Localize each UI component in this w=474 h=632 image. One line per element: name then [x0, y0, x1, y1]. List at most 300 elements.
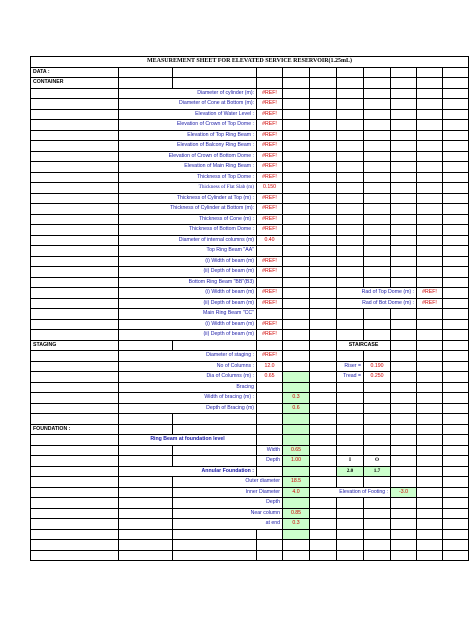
empty-cell[interactable] — [443, 109, 469, 120]
empty-cell[interactable] — [443, 99, 469, 110]
empty-cell[interactable] — [443, 193, 469, 204]
empty-cell[interactable] — [283, 309, 310, 320]
empty-cell[interactable] — [31, 214, 119, 225]
outer-diameter-value[interactable]: 18.5 — [283, 477, 310, 488]
empty-cell[interactable] — [173, 340, 257, 351]
empty-cell[interactable] — [443, 288, 469, 299]
riser-value[interactable]: 0.190 — [364, 361, 391, 372]
empty-cell[interactable] — [337, 319, 364, 330]
empty-cell[interactable] — [283, 130, 310, 141]
empty-cell[interactable] — [257, 393, 283, 404]
empty-cell[interactable] — [31, 172, 119, 183]
empty-cell[interactable] — [337, 246, 364, 257]
empty-cell[interactable] — [283, 67, 310, 78]
empty-cell[interactable] — [417, 141, 443, 152]
empty-cell[interactable] — [391, 151, 417, 162]
empty-cell[interactable] — [31, 235, 119, 246]
empty-cell[interactable] — [443, 382, 469, 393]
empty-cell[interactable] — [31, 298, 119, 309]
empty-cell[interactable] — [337, 435, 364, 446]
empty-cell[interactable] — [310, 382, 337, 393]
empty-cell[interactable] — [283, 88, 310, 99]
param-value[interactable]: #REF! — [257, 225, 283, 236]
empty-cell[interactable] — [310, 309, 337, 320]
empty-cell[interactable] — [443, 172, 469, 183]
empty-cell[interactable] — [391, 235, 417, 246]
empty-cell[interactable] — [443, 246, 469, 257]
empty-cell[interactable] — [417, 435, 443, 446]
empty-cell[interactable] — [310, 109, 337, 120]
empty-cell[interactable] — [417, 214, 443, 225]
empty-cell[interactable] — [310, 466, 337, 477]
empty-cell[interactable] — [31, 288, 119, 299]
empty-cell[interactable] — [31, 277, 119, 288]
empty-cell[interactable] — [337, 529, 364, 540]
param-value[interactable]: 0.6 — [283, 403, 310, 414]
empty-cell[interactable] — [391, 214, 417, 225]
empty-cell[interactable] — [364, 141, 391, 152]
empty-cell[interactable] — [257, 435, 283, 446]
empty-cell[interactable] — [310, 330, 337, 341]
empty-cell[interactable] — [417, 351, 443, 362]
empty-cell[interactable] — [310, 319, 337, 330]
empty-cell[interactable] — [417, 382, 443, 393]
empty-cell[interactable] — [31, 109, 119, 120]
empty-cell[interactable] — [283, 214, 310, 225]
empty-cell[interactable] — [364, 540, 391, 551]
empty-cell[interactable] — [31, 88, 119, 99]
empty-cell[interactable] — [310, 298, 337, 309]
empty-cell[interactable] — [391, 277, 417, 288]
empty-cell[interactable] — [391, 267, 417, 278]
empty-cell[interactable] — [337, 120, 364, 131]
empty-cell[interactable] — [364, 403, 391, 414]
param-value[interactable]: 0.3 — [283, 393, 310, 404]
empty-cell[interactable] — [310, 246, 337, 257]
empty-cell[interactable] — [310, 445, 337, 456]
empty-cell[interactable] — [364, 351, 391, 362]
empty-cell[interactable] — [443, 204, 469, 215]
empty-cell[interactable] — [417, 88, 443, 99]
param-value[interactable]: #REF! — [257, 99, 283, 110]
empty-cell[interactable] — [337, 424, 364, 435]
empty-cell[interactable] — [443, 267, 469, 278]
empty-cell[interactable] — [310, 550, 337, 561]
empty-cell[interactable] — [337, 277, 364, 288]
empty-cell[interactable] — [310, 351, 337, 362]
empty-cell[interactable] — [310, 141, 337, 152]
empty-cell[interactable] — [337, 141, 364, 152]
empty-cell[interactable] — [283, 162, 310, 173]
empty-cell[interactable] — [173, 414, 257, 425]
empty-cell[interactable] — [417, 319, 443, 330]
empty-cell[interactable] — [443, 162, 469, 173]
empty-cell[interactable] — [283, 246, 310, 257]
empty-cell[interactable] — [31, 540, 119, 551]
param-value[interactable]: #REF! — [257, 120, 283, 131]
empty-cell[interactable] — [443, 151, 469, 162]
empty-cell[interactable] — [443, 120, 469, 131]
empty-cell[interactable] — [364, 519, 391, 530]
empty-cell[interactable] — [364, 204, 391, 215]
empty-cell[interactable] — [417, 309, 443, 320]
empty-cell[interactable] — [337, 498, 364, 509]
empty-cell[interactable] — [337, 550, 364, 561]
param-value[interactable]: #REF! — [257, 109, 283, 120]
empty-cell[interactable] — [119, 529, 173, 540]
empty-cell[interactable] — [364, 498, 391, 509]
empty-cell[interactable] — [417, 540, 443, 551]
param-value[interactable]: #REF! — [257, 214, 283, 225]
empty-cell[interactable] — [31, 361, 119, 372]
footing-value[interactable]: -3.0 — [391, 487, 417, 498]
empty-cell[interactable] — [337, 99, 364, 110]
empty-cell[interactable] — [283, 414, 310, 425]
empty-cell[interactable] — [337, 414, 364, 425]
empty-cell[interactable] — [443, 435, 469, 446]
empty-cell[interactable] — [31, 393, 119, 404]
empty-cell[interactable] — [364, 319, 391, 330]
empty-cell[interactable] — [310, 403, 337, 414]
empty-cell[interactable] — [31, 477, 119, 488]
empty-cell[interactable] — [443, 330, 469, 341]
empty-cell[interactable] — [417, 130, 443, 141]
empty-cell[interactable] — [119, 340, 173, 351]
empty-cell[interactable] — [391, 256, 417, 267]
empty-cell[interactable] — [31, 351, 119, 362]
empty-cell[interactable] — [337, 183, 364, 194]
empty-cell[interactable] — [119, 508, 173, 519]
empty-cell[interactable] — [391, 361, 417, 372]
param-value[interactable]: #REF! — [257, 162, 283, 173]
empty-cell[interactable] — [417, 109, 443, 120]
empty-cell[interactable] — [391, 445, 417, 456]
empty-cell[interactable] — [31, 372, 119, 383]
empty-cell[interactable] — [310, 529, 337, 540]
empty-cell[interactable] — [391, 519, 417, 530]
empty-cell[interactable] — [173, 529, 257, 540]
empty-cell[interactable] — [443, 235, 469, 246]
empty-cell[interactable] — [119, 477, 173, 488]
empty-cell[interactable] — [31, 550, 119, 561]
empty-cell[interactable] — [119, 498, 173, 509]
empty-cell[interactable] — [31, 382, 119, 393]
empty-cell[interactable] — [391, 477, 417, 488]
empty-cell[interactable] — [417, 193, 443, 204]
empty-cell[interactable] — [391, 403, 417, 414]
empty-cell[interactable] — [283, 172, 310, 183]
empty-cell[interactable] — [31, 456, 119, 467]
empty-cell[interactable] — [417, 403, 443, 414]
empty-cell[interactable] — [119, 540, 173, 551]
empty-cell[interactable] — [257, 246, 283, 257]
empty-cell[interactable] — [417, 225, 443, 236]
empty-cell[interactable] — [310, 78, 337, 89]
empty-cell[interactable] — [364, 172, 391, 183]
empty-cell[interactable] — [337, 204, 364, 215]
empty-cell[interactable] — [391, 529, 417, 540]
empty-cell[interactable] — [283, 351, 310, 362]
empty-cell[interactable] — [417, 529, 443, 540]
empty-cell[interactable] — [119, 487, 173, 498]
empty-cell[interactable] — [310, 288, 337, 299]
empty-cell[interactable] — [119, 67, 173, 78]
empty-cell[interactable] — [337, 193, 364, 204]
empty-cell[interactable] — [337, 88, 364, 99]
empty-cell[interactable] — [391, 193, 417, 204]
empty-cell[interactable] — [31, 130, 119, 141]
empty-cell[interactable] — [337, 78, 364, 89]
empty-cell[interactable] — [391, 67, 417, 78]
empty-cell[interactable] — [337, 109, 364, 120]
empty-cell[interactable] — [443, 529, 469, 540]
empty-cell[interactable] — [310, 277, 337, 288]
empty-cell[interactable] — [417, 466, 443, 477]
empty-cell[interactable] — [417, 456, 443, 467]
empty-cell[interactable] — [283, 256, 310, 267]
empty-cell[interactable] — [310, 67, 337, 78]
empty-cell[interactable] — [257, 78, 283, 89]
empty-cell[interactable] — [364, 88, 391, 99]
param-value[interactable]: #REF! — [257, 319, 283, 330]
empty-cell[interactable] — [283, 78, 310, 89]
empty-cell[interactable] — [337, 393, 364, 404]
empty-cell[interactable] — [443, 445, 469, 456]
empty-cell[interactable] — [31, 162, 119, 173]
empty-cell[interactable] — [257, 67, 283, 78]
empty-cell[interactable] — [391, 435, 417, 446]
empty-cell[interactable] — [337, 225, 364, 236]
empty-cell[interactable] — [31, 445, 119, 456]
param-value[interactable]: 12.0 — [257, 361, 283, 372]
empty-cell[interactable] — [310, 225, 337, 236]
empty-cell[interactable] — [417, 519, 443, 530]
empty-cell[interactable] — [391, 109, 417, 120]
empty-cell[interactable] — [337, 235, 364, 246]
empty-cell[interactable] — [391, 550, 417, 561]
empty-cell[interactable] — [364, 214, 391, 225]
empty-cell[interactable] — [283, 361, 310, 372]
empty-cell[interactable] — [443, 214, 469, 225]
param-value[interactable]: #REF! — [257, 256, 283, 267]
empty-cell[interactable] — [337, 445, 364, 456]
empty-cell[interactable] — [337, 403, 364, 414]
param-value[interactable]: #REF! — [257, 288, 283, 299]
empty-cell[interactable] — [283, 225, 310, 236]
empty-cell[interactable] — [391, 508, 417, 519]
empty-cell[interactable] — [443, 340, 469, 351]
empty-cell[interactable] — [310, 235, 337, 246]
param-value[interactable]: #REF! — [257, 151, 283, 162]
empty-cell[interactable] — [337, 172, 364, 183]
empty-cell[interactable] — [257, 382, 283, 393]
empty-cell[interactable] — [283, 109, 310, 120]
empty-cell[interactable] — [443, 477, 469, 488]
empty-cell[interactable] — [31, 330, 119, 341]
empty-cell[interactable] — [310, 340, 337, 351]
empty-cell[interactable] — [391, 456, 417, 467]
empty-cell[interactable] — [31, 498, 119, 509]
empty-cell[interactable] — [31, 487, 119, 498]
empty-cell[interactable] — [337, 256, 364, 267]
param-value[interactable]: 0.65 — [257, 372, 283, 383]
empty-cell[interactable] — [364, 414, 391, 425]
empty-cell[interactable] — [391, 351, 417, 362]
empty-cell[interactable] — [31, 193, 119, 204]
empty-cell[interactable] — [310, 162, 337, 173]
empty-cell[interactable] — [417, 445, 443, 456]
empty-cell[interactable] — [391, 204, 417, 215]
empty-cell[interactable] — [31, 403, 119, 414]
empty-cell[interactable] — [283, 550, 310, 561]
empty-cell[interactable] — [443, 414, 469, 425]
empty-cell[interactable] — [417, 498, 443, 509]
empty-cell[interactable] — [310, 508, 337, 519]
empty-cell[interactable] — [173, 67, 257, 78]
empty-cell[interactable] — [364, 267, 391, 278]
empty-cell[interactable] — [417, 67, 443, 78]
empty-cell[interactable] — [283, 340, 310, 351]
empty-cell[interactable] — [364, 393, 391, 404]
param-value[interactable]: #REF! — [257, 330, 283, 341]
empty-cell[interactable] — [417, 361, 443, 372]
empty-cell[interactable] — [337, 151, 364, 162]
empty-cell[interactable] — [119, 424, 173, 435]
empty-cell[interactable] — [337, 309, 364, 320]
empty-cell[interactable] — [391, 414, 417, 425]
empty-cell[interactable] — [337, 477, 364, 488]
empty-cell[interactable] — [364, 235, 391, 246]
empty-cell[interactable] — [391, 309, 417, 320]
empty-cell[interactable] — [119, 78, 173, 89]
empty-cell[interactable] — [364, 151, 391, 162]
empty-cell[interactable] — [364, 435, 391, 446]
empty-cell[interactable] — [31, 519, 119, 530]
empty-cell[interactable] — [364, 529, 391, 540]
empty-cell[interactable] — [364, 445, 391, 456]
empty-cell[interactable] — [443, 403, 469, 414]
empty-cell[interactable] — [443, 498, 469, 509]
empty-cell[interactable] — [443, 424, 469, 435]
empty-cell[interactable] — [364, 330, 391, 341]
empty-cell[interactable] — [364, 550, 391, 561]
empty-cell[interactable] — [391, 162, 417, 173]
empty-cell[interactable] — [364, 225, 391, 236]
empty-cell[interactable] — [337, 351, 364, 362]
empty-cell[interactable] — [443, 183, 469, 194]
empty-cell[interactable] — [391, 88, 417, 99]
empty-cell[interactable] — [31, 246, 119, 257]
empty-cell[interactable] — [391, 183, 417, 194]
empty-cell[interactable] — [391, 424, 417, 435]
empty-cell[interactable] — [443, 550, 469, 561]
empty-cell[interactable] — [391, 393, 417, 404]
empty-cell[interactable] — [310, 183, 337, 194]
empty-cell[interactable] — [417, 550, 443, 561]
empty-cell[interactable] — [310, 193, 337, 204]
empty-cell[interactable] — [31, 204, 119, 215]
empty-cell[interactable] — [310, 372, 337, 383]
empty-cell[interactable] — [310, 424, 337, 435]
empty-cell[interactable] — [443, 88, 469, 99]
empty-cell[interactable] — [417, 256, 443, 267]
empty-cell[interactable] — [283, 382, 310, 393]
empty-cell[interactable] — [364, 193, 391, 204]
empty-cell[interactable] — [364, 120, 391, 131]
empty-cell[interactable] — [443, 298, 469, 309]
empty-cell[interactable] — [283, 183, 310, 194]
empty-cell[interactable] — [417, 277, 443, 288]
empty-cell[interactable] — [310, 99, 337, 110]
empty-cell[interactable] — [417, 340, 443, 351]
annular-o-value[interactable]: 1.7 — [364, 466, 391, 477]
empty-cell[interactable] — [391, 319, 417, 330]
empty-cell[interactable] — [443, 372, 469, 383]
empty-cell[interactable] — [257, 309, 283, 320]
empty-cell[interactable] — [257, 424, 283, 435]
empty-cell[interactable] — [173, 540, 257, 551]
empty-cell[interactable] — [443, 393, 469, 404]
param-value[interactable]: #REF! — [257, 204, 283, 215]
empty-cell[interactable] — [31, 99, 119, 110]
at-end-value[interactable]: 0.3 — [283, 519, 310, 530]
empty-cell[interactable] — [310, 498, 337, 509]
empty-cell[interactable] — [31, 414, 119, 425]
empty-cell[interactable] — [391, 141, 417, 152]
empty-cell[interactable] — [337, 214, 364, 225]
near-column-value[interactable]: 0.85 — [283, 508, 310, 519]
empty-cell[interactable] — [417, 267, 443, 278]
param-value[interactable]: #REF! — [257, 267, 283, 278]
empty-cell[interactable] — [391, 382, 417, 393]
empty-cell[interactable] — [417, 151, 443, 162]
empty-cell[interactable] — [337, 540, 364, 551]
empty-cell[interactable] — [391, 172, 417, 183]
empty-cell[interactable] — [391, 466, 417, 477]
empty-cell[interactable] — [337, 67, 364, 78]
empty-cell[interactable] — [283, 298, 310, 309]
empty-cell[interactable] — [443, 540, 469, 551]
empty-cell[interactable] — [391, 246, 417, 257]
empty-cell[interactable] — [443, 361, 469, 372]
empty-cell[interactable] — [119, 550, 173, 561]
empty-cell[interactable] — [417, 99, 443, 110]
tread-value[interactable]: 0.250 — [364, 372, 391, 383]
empty-cell[interactable] — [443, 319, 469, 330]
empty-cell[interactable] — [173, 424, 257, 435]
empty-cell[interactable] — [391, 120, 417, 131]
empty-cell[interactable] — [283, 277, 310, 288]
empty-cell[interactable] — [443, 256, 469, 267]
empty-cell[interactable] — [417, 183, 443, 194]
empty-cell[interactable] — [337, 162, 364, 173]
empty-cell[interactable] — [310, 361, 337, 372]
empty-cell[interactable] — [173, 445, 257, 456]
param-value[interactable]: 0.40 — [257, 235, 283, 246]
empty-cell[interactable] — [310, 172, 337, 183]
empty-cell[interactable] — [31, 309, 119, 320]
empty-cell[interactable] — [417, 414, 443, 425]
empty-cell[interactable] — [364, 508, 391, 519]
param-value[interactable]: #REF! — [257, 88, 283, 99]
width-value[interactable]: 0.65 — [283, 445, 310, 456]
empty-cell[interactable] — [417, 78, 443, 89]
empty-cell[interactable] — [417, 372, 443, 383]
empty-cell[interactable] — [31, 319, 119, 330]
empty-cell[interactable] — [310, 214, 337, 225]
empty-cell[interactable] — [443, 130, 469, 141]
empty-cell[interactable] — [391, 225, 417, 236]
